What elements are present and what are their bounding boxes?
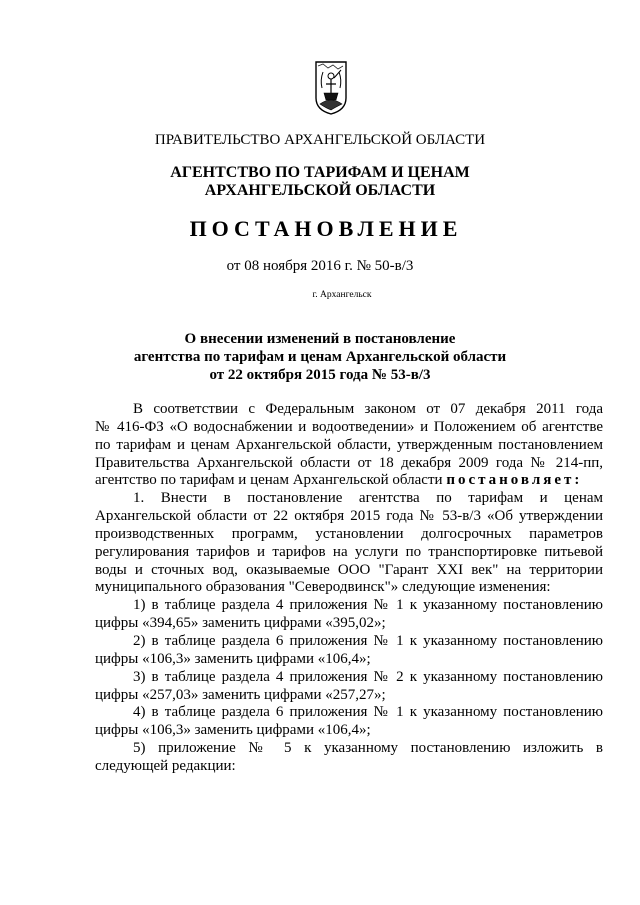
list-item-line: цифры «106,3» заменить цифрами «106,4»;: [95, 722, 371, 739]
document-body: [95, 401, 603, 776]
document-subject: [0, 330, 640, 384]
list-item-line: 5) приложение № 5 к указанному постановлению изложить в: [133, 740, 603, 757]
decree-word: постановляет:: [446, 472, 583, 489]
list-item-line: цифры «106,3» заменить цифрами «106,4»;: [95, 650, 371, 667]
body-paragraph-line: по тарифам и ценам Архангельской области, утвержденным постановлением: [95, 436, 603, 453]
list-item-line: следующей редакции:: [95, 757, 236, 774]
document-city: г. Архангельск: [312, 290, 372, 300]
body-paragraph-line: Архангельской области от 22 октября 2015 года № 53-в/3 «Об утверждении: [95, 508, 603, 525]
body-paragraph-line: муниципального образования "Северодвинск"» следующие изменения:: [95, 579, 551, 596]
body-paragraph-line: [95, 472, 603, 490]
body-paragraph-line: В соответствии с Федеральным законом от 07 декабря 2011 года: [133, 401, 603, 417]
agency-name-line2: АРХАНГЕЛЬСКОЙ ОБЛАСТИ: [204, 182, 436, 199]
list-item-line: 1) в таблице раздела 4 приложения № 1 к указанному постановлению: [133, 597, 603, 614]
agency-name: [0, 164, 640, 200]
document-date-number: от 08 ноября 2016 г. № 50-в/3: [226, 258, 414, 274]
body-paragraph-line: воды и сточных вод, оказываемые ООО "Гарант XXI век" на территории: [95, 561, 603, 578]
subject-line2: агентства по тарифам и ценам Архангельской области: [133, 349, 507, 365]
body-text-fragment: агентство по тарифам и ценам Архангельской области: [95, 472, 447, 489]
subject-line3: от 22 октября 2015 года № 53-в/3: [209, 367, 431, 383]
body-paragraph-line: Правительства Архангельской области от 18 декабря 2009 года № 214-пп,: [95, 454, 603, 471]
body-paragraph-line: 1. Внести в постановление агентства по тарифам и ценам: [133, 490, 603, 507]
list-item-line: цифры «394,65» заменить цифрами «395,02»;: [95, 615, 386, 632]
body-paragraph-line: производственных программ, установлении долгосрочных параметров: [95, 525, 603, 542]
document-type-title: ПОСТАНОВЛЕНИЕ: [189, 216, 463, 241]
agency-name-line1: АГЕНТСТВО ПО ТАРИФАМ И ЦЕНАМ: [170, 164, 470, 181]
government-name: ПРАВИТЕЛЬСТВО АРХАНГЕЛЬСКОЙ ОБЛАСТИ: [154, 132, 486, 148]
body-paragraph-line: регулирования тарифов и тарифов на услуги по транспортировке питьевой: [95, 543, 603, 560]
list-item-line: 4) в таблице раздела 6 приложения № 1 к указанному постановлению: [133, 704, 603, 721]
coat-of-arms-emblem: [314, 60, 348, 116]
list-item-line: 2) в таблице раздела 6 приложения № 1 к указанному постановлению: [133, 632, 603, 649]
list-item-line: 3) в таблице раздела 4 приложения № 2 к указанному постановлению: [133, 668, 603, 685]
subject-line1: О внесении изменений в постановление: [184, 331, 456, 347]
body-paragraph-line: № 416-ФЗ «О водоснабжении и водоотведении» и Положением об агентстве: [95, 418, 603, 435]
list-item-line: цифры «257,03» заменить цифрами «257,27»;: [95, 686, 386, 703]
